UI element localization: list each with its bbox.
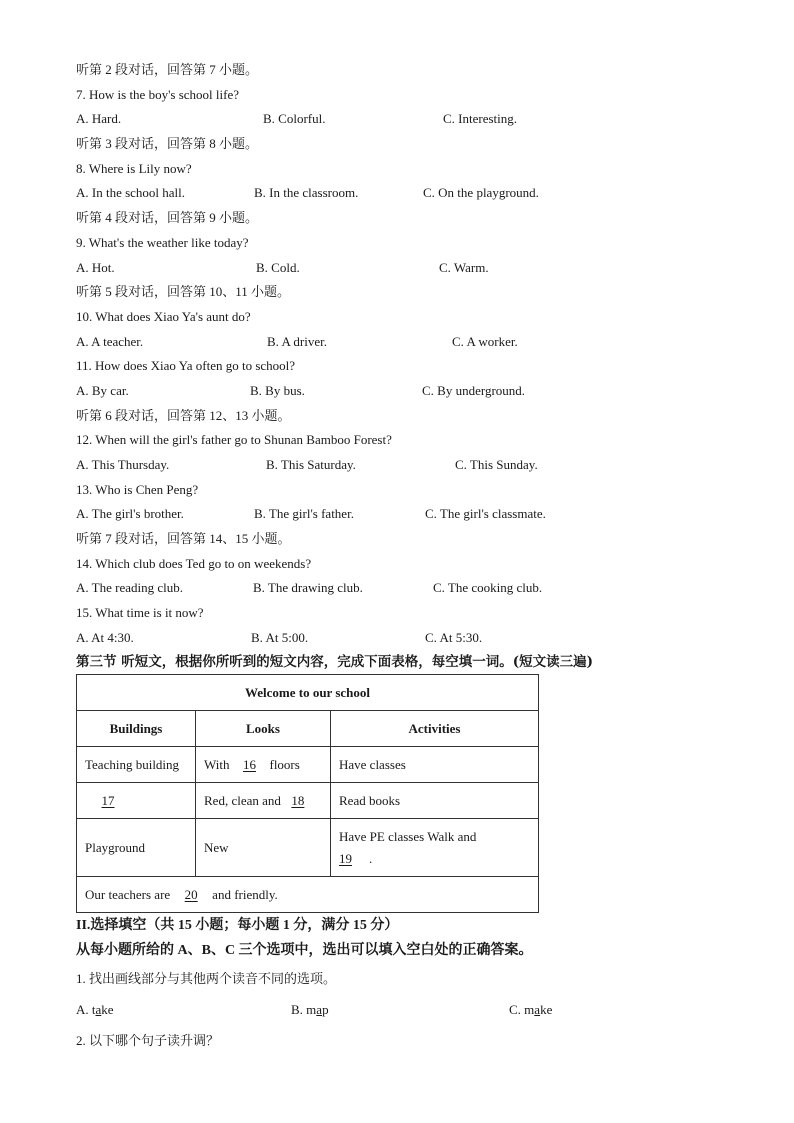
blank-17[interactable]: 17 [101,792,115,808]
dialogue-heading: 听第 2 段对话，回答第 7 小题。 [76,62,259,77]
cell: Have classes [331,747,539,783]
option-b[interactable]: B. At 5:00. [251,629,309,645]
section3-title: 第三节 听短文，根据你所听到的短文内容，完成下面表格，每空填一词。(短文读三遍) [76,654,593,670]
options-row [76,181,726,206]
cell [77,783,196,819]
question: 9. What's the weather like today? [76,234,249,250]
option-c[interactable]: C. A worker. [452,333,518,349]
dialogue-heading: 听第 7 段对话，回答第 14、15 小题。 [76,531,291,547]
table-row [77,819,539,877]
option-b[interactable]: B. A driver. [267,333,327,349]
question-1-options [76,994,726,1025]
option-b[interactable]: B. Cold. [256,259,300,275]
blank-19[interactable]: 19 [339,850,352,866]
question: 8. Where is Lily now? [76,160,192,176]
option-c[interactable]: C. By underground. [422,382,526,398]
option-b[interactable]: B. The girl's father. [254,506,354,522]
cell: Teaching building [77,747,196,783]
cell: Read books [331,783,539,819]
question-1: 1. 找出画线部分与其他两个读音不同的选项。 [76,971,337,987]
header-buildings: Buildings [77,711,196,747]
cell: New [196,819,331,877]
table-row [77,747,539,783]
cell: Red, clean and 18 [196,783,331,819]
options-row [76,330,726,355]
blank-18[interactable]: 18 [291,792,305,808]
option-a[interactable]: A. This Thursday. [76,457,170,472]
option-c[interactable]: C. The girl's classmate. [425,506,546,522]
options-row [76,256,726,281]
option-c[interactable]: C. Warm. [439,259,489,275]
listening-questions [76,58,726,651]
option-b[interactable]: B. map [291,1002,329,1018]
option-b[interactable]: B. This Saturday. [266,457,356,472]
cell: Playground [77,819,196,877]
dialogue-heading: 听第 3 段对话，回答第 8 小题。 [76,136,259,152]
blank-20[interactable]: 20 [184,886,198,902]
header-activities: Activities [331,711,539,747]
option-a[interactable]: A. The girl's brother. [76,506,184,522]
option-a[interactable]: A. Hard. [76,111,122,127]
dialogue-heading: 听第 5 段对话，回答第 10、11 小题。 [76,284,291,300]
section2-instruction: 从每小题所给的 A、B、C 三个选项中，选出可以填入空白处的正确答案。 [76,942,533,958]
option-a[interactable]: A. In the school hall. [76,185,186,201]
option-b[interactable]: B. In the classroom. [254,185,359,201]
question: 10. What does Xiao Ya's aunt do? [76,308,251,324]
section2-title: II.选择填空（共 15 小题；每小题 1 分，满分 15 分） [76,918,399,933]
option-c[interactable]: C. On the playground. [423,185,539,201]
header-looks: Looks [196,711,331,747]
options-row [76,107,726,132]
question: 13. Who is Chen Peng? [76,481,199,497]
dialogue-heading: 听第 6 段对话，回答第 12、13 小题。 [76,407,291,423]
options-row [76,626,726,651]
table-row [77,877,539,913]
option-c[interactable]: C. make [509,1002,553,1018]
question: 11. How does Xiao Ya often go to school? [76,358,296,374]
option-c[interactable]: C. At 5:30. [425,629,483,645]
options-row [76,379,726,404]
question: 7. How is the boy's school life? [76,86,240,102]
cell: Our teachers are 20 and friendly. [77,877,539,913]
blank-16[interactable]: 16 [242,756,256,772]
options-row [76,502,726,527]
cell: With 16 floors [196,747,331,783]
option-a[interactable]: A. At 4:30. [76,629,134,645]
question: 14. Which club does Ted go to on weekends? [76,555,312,571]
option-a[interactable]: A. take [76,1002,114,1018]
question-2: 2. 以下哪个句子读升调？ [76,1033,220,1049]
option-a[interactable]: A. The reading club. [76,580,183,596]
option-a[interactable]: A. A teacher. [76,333,144,349]
options-row [76,576,726,601]
option-a[interactable]: A. By car. [76,382,129,398]
options-row [76,453,726,478]
option-b[interactable]: B. Colorful. [263,111,326,127]
dialogue-heading: 听第 4 段对话，回答第 9 小题。 [76,210,259,226]
table-row [77,783,539,819]
option-a[interactable]: A. Hot. [76,259,115,275]
option-c[interactable]: C. This Sunday. [455,457,538,472]
section-2 [76,914,726,1056]
option-b[interactable]: B. The drawing club. [253,580,363,596]
school-table [76,674,539,913]
option-c[interactable]: C. Interesting. [443,111,518,127]
table-title: Welcome to our school [77,675,539,711]
option-b[interactable]: B. By bus. [250,382,305,398]
cell: Have PE classes Walk and 19 . [331,819,539,877]
question: 12. When will the girl's father go to Shunan Bamboo Forest? [76,432,392,448]
question: 15. What time is it now? [76,605,204,621]
option-c[interactable]: C. The cooking club. [433,580,543,596]
